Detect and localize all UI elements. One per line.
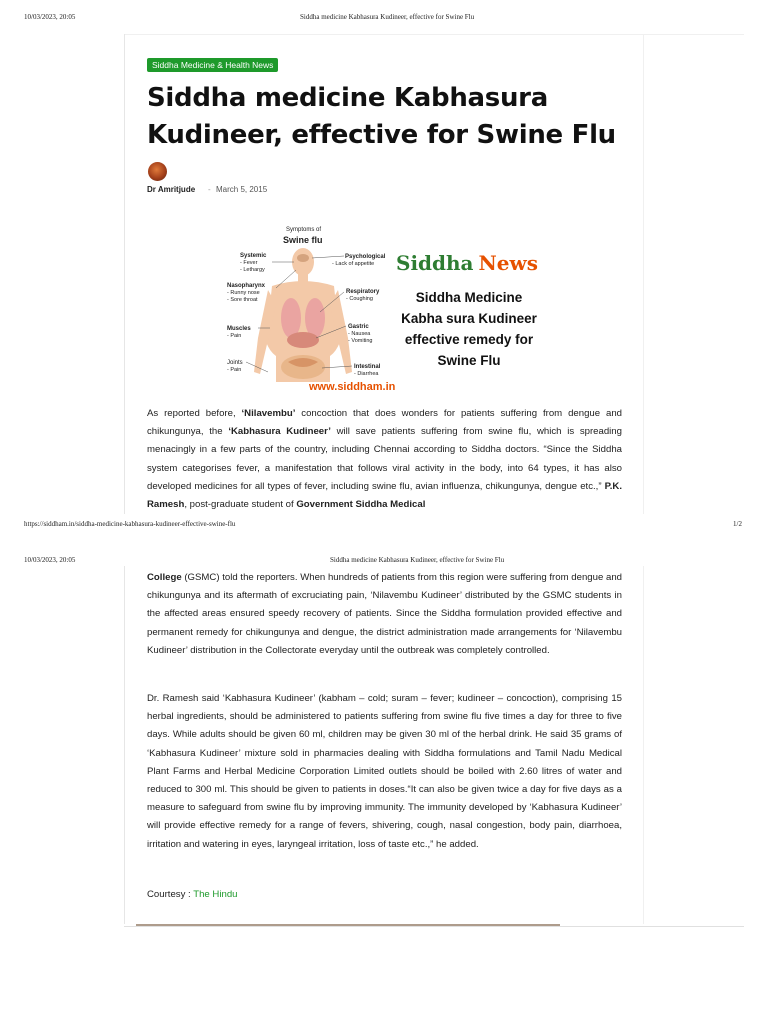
page2-datetime: 10/03/2023, 20:05 [24, 556, 76, 564]
swine-flu-symptoms-figure [224, 222, 546, 394]
page1-right-border [643, 34, 644, 514]
fig-naso-2: - Sore throat [227, 297, 258, 303]
fig-resp-title: Respiratory [346, 289, 380, 295]
fig-caption-2: Kabha sura Kudineer [401, 311, 537, 326]
fig-naso-1: - Runny nose [227, 290, 260, 296]
page1-top-rule [124, 34, 744, 35]
print-datetime: 10/03/2023, 20:05 [24, 13, 76, 21]
fig-intestinal-1: - Diarrhea [354, 371, 379, 377]
fig-brand [396, 251, 538, 275]
page2-left-border [124, 566, 125, 924]
author-name[interactable]: Dr Amritjude [147, 185, 196, 194]
author-avatar[interactable] [148, 162, 167, 181]
para2-bold-1: College [147, 572, 182, 583]
fig-intestinal-title: Intestinal [354, 364, 381, 370]
article-title: Siddha medicine Kabhasura Kudineer, effective for Swine Flu [147, 83, 616, 150]
fig-systemic-2: - Lethargy [240, 267, 265, 273]
fig-resp-1: - Coughing [346, 296, 373, 302]
fig-muscles-title: Muscles [227, 326, 251, 332]
print-url: https://siddham.in/siddha-medicine-kabhasura-kudineer-effective-swine-flu [24, 520, 236, 528]
para1-text-4: , post-graduate student of [184, 499, 297, 511]
para1-text-1: As reported before, [147, 408, 242, 419]
page2-doc-title: Siddha medicine Kabhasura Kudineer, effective for Swine Flu [330, 556, 505, 564]
para1-bold-2: ‘Kabhasura Kudineer’ [228, 426, 331, 438]
page1-left-border [124, 34, 125, 514]
fig-brand-b: News [478, 251, 538, 275]
fig-joints-1: - Pain [227, 367, 242, 373]
fig-caption-3: effective remedy for [404, 332, 534, 347]
meta-separator: - [208, 185, 211, 194]
fig-heading-small: Symptoms of [286, 227, 322, 233]
fig-gastric-1: - Nausea [348, 331, 371, 337]
para1-text-2: concoction that does wonders for patients suffering from dengue and chikungunya, the [147, 408, 622, 438]
body-illustration [254, 248, 352, 382]
page2-right-border [643, 566, 644, 924]
courtesy-label: Courtesy : [147, 889, 191, 900]
page2-bottom-strip [136, 924, 560, 926]
body-paragraph-3: Dr. Ramesh said ‘Kabhasura Kudineer’ (kabham – cold; suram – fever; kudineer – concoction), comprising 15 herbal ingredients, should be administered to patients suffering from swine flu five times a day for three to five days. While adults should be given 60 ml, children may be given 30 ml of the herbal drink. He said 35 grams of ‘Kabhasura Kudineer’ mixture sold in pharmacies dealing with Siddha formulations and Tamil Nadu Medical Plant Farms and Herbal Medicine Corporation Limited outlets should be boiled with 2.60 litres of water and reduced to 300 ml. This should be given to patients in doses.“It can also be given twice a day for five days as a measure to safeguard from swine flu by improving immunity. The immunity developed by ‘Kabhasura Kudineer’ will provide effective remedy for a range of fevers, shivering, cough, nasal congestion, body pain, diarrhoea, irritation and watering in eyes, laryngeal irritation, loss of taste etc.,” he added. [147, 693, 622, 850]
fig-website: www.siddham.in [309, 381, 396, 393]
fig-psych-1: - Lack of appetite [332, 261, 375, 267]
publish-date: March 5, 2015 [216, 185, 268, 194]
fig-heading: Swine flu [283, 235, 323, 245]
fig-gastric-2: - Vomiting [348, 338, 373, 344]
fig-systemic-1: - Fever [240, 260, 258, 266]
fig-systemic-title: Systemic [240, 253, 267, 259]
fig-psych-title: Psychological [345, 254, 386, 260]
courtesy-link[interactable]: The Hindu [193, 889, 238, 900]
para1-bold-3: P.K. Ramesh [147, 480, 622, 511]
fig-caption-1: Siddha Medicine [415, 290, 523, 305]
fig-gastric-title: Gastric [348, 324, 369, 330]
fig-joints-title: Joints [227, 360, 243, 366]
fig-caption-4: Swine Flu [437, 353, 501, 368]
fig-brand-a: Siddha [396, 251, 474, 275]
fig-muscles-1: - Pain [227, 333, 242, 339]
fig-naso-title: Nasopharynx [227, 283, 266, 289]
body-paragraph-2 [147, 569, 622, 660]
page2-bottom-rule [124, 926, 744, 927]
para1-text-3: will save patients suffering from swine flu, which is spreading menacingly in a few parts of the country, including Chennai according to Siddha doctors. “Since the Siddha system categorises fever, a manifestation that follows viral activity in the body, into 64 types, it has also developed medicines for all types of fever, including swine flu, avian influenza, chikungunya, dengue etc.,” [147, 426, 622, 492]
body-paragraph-1 [147, 405, 622, 514]
courtesy-line [147, 889, 238, 900]
print-page-number: 1/2 [733, 520, 742, 528]
para1-bold-4: Government Siddha Medical [296, 499, 426, 511]
para2-text-1: (GSMC) told the reporters. When hundreds of patients from this region were suffering from dengue and chikungunya and its aftermath of excruciating pain, ‘Nilavembu Kudineer’ distributed by the GSMC students in the affected areas ensured speedy recovery of patients. Since the Siddha formulation provided effective and permanent remedy for chikungunya and dengue, the district administration made arrangements for ‘Nilavembu Kudineer’ distribution in the Collectorate everyday until the outbreak was completely controlled. [147, 572, 622, 656]
para1-bold-1: ‘Nilavembu’ [241, 408, 296, 419]
category-badge[interactable]: Siddha Medicine & Health News [147, 58, 278, 72]
print-doc-title: Siddha medicine Kabhasura Kudineer, effective for Swine Flu [300, 13, 475, 21]
